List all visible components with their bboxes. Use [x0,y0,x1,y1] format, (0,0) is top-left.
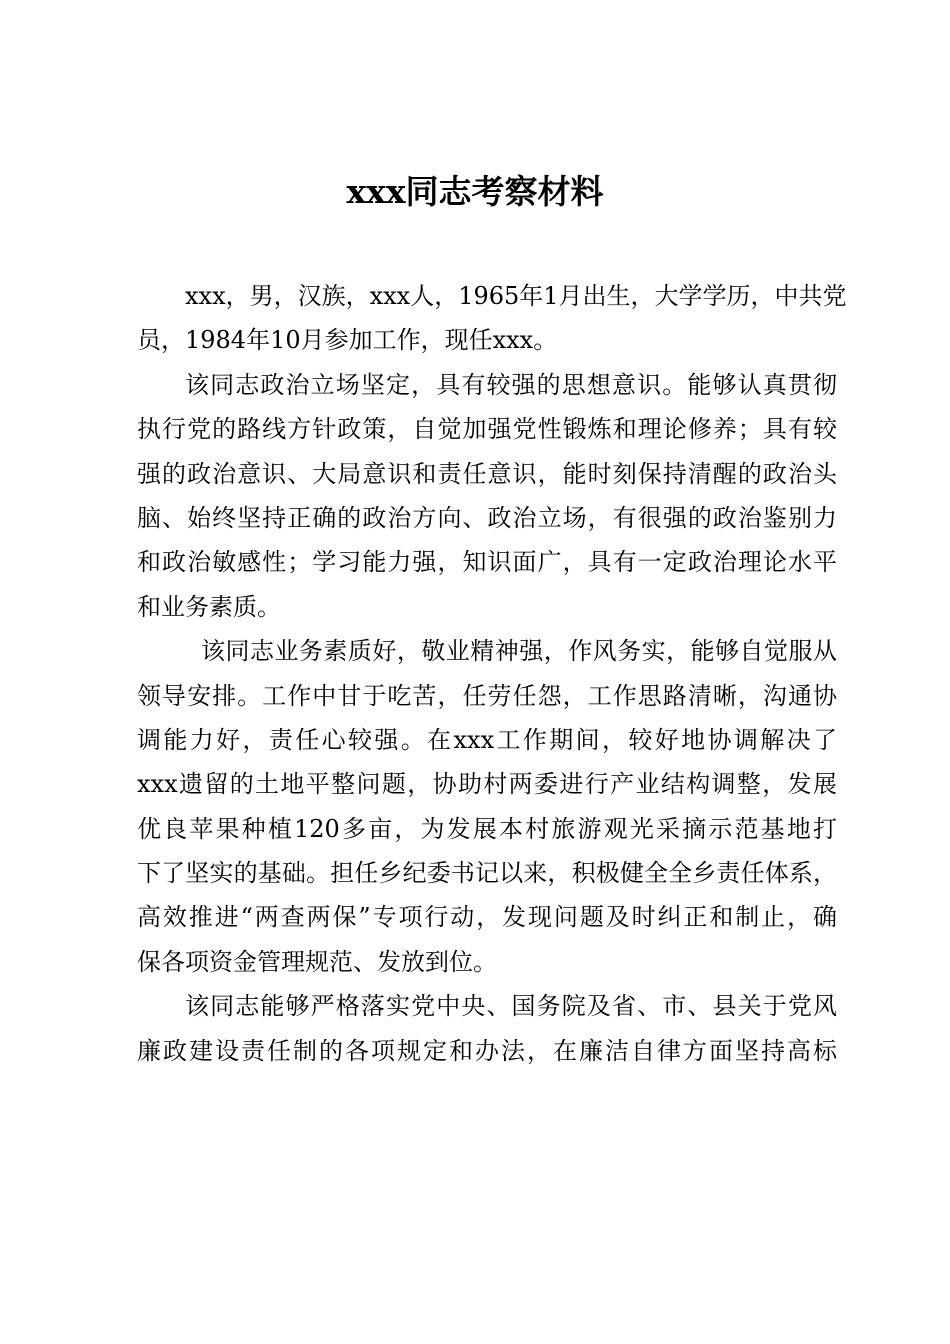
text-line: 保各项资金管理规范、发放到位。 [137,947,497,976]
text-line: xxx，男，汉族，xxx人，1965年1月出生，大学学历，中共党 [185,282,847,310]
paragraph-political-stance [137,363,837,629]
text-line: 该同志能够严格落实党中央、国务院及省、市、县关于党风 [185,992,837,1021]
text-line: 下了坚实的基础。担任乡纪委书记以来，积极健全全乡责任体系， [137,859,837,888]
text-line: 该同志政治立场坚定，具有较强的思想意识。能够认真贯彻 [185,370,837,399]
text-line: 强的政治意识、大局意识和责任意识，能时刻保持清醒的政治头 [137,459,837,488]
text-line: 廉政建设责任制的各项规定和办法，在廉洁自律方面坚持高标 [137,1036,837,1065]
document-title: xxx同志考察材料 [346,172,604,211]
text-line: 和业务素质。 [137,592,281,621]
text-line: 该同志业务素质好，敬业精神强，作风务实，能够自觉服从 [201,637,837,666]
document-body [137,274,847,1073]
text-line: 领导安排。工作中甘于吃苦，任劳任怨，工作思路清晰，沟通协 [137,681,837,710]
text-line: 调能力好，责任心较强。在xxx工作期间，较好地协调解决了 [137,725,837,754]
text-line: 员，1984年10月参加工作，现任xxx。 [137,326,558,355]
text-line: 执行党的路线方针政策，自觉加强党性锻炼和理论修养；具有较 [137,415,837,444]
paragraph-personal-info [137,274,847,363]
text-line: 优良苹果种植120多亩，为发展本村旅游观光采摘示范基地打 [137,814,837,843]
text-line: 和政治敏感性；学习能力强，知识面广，具有一定政治理论水平 [137,548,837,577]
paragraph-integrity [137,984,837,1073]
text-line: 脑、始终坚持正确的政治方向、政治立场，有很强的政治鉴别力 [137,503,837,532]
text-line: 高效推进“两查两保”专项行动，发现问题及时纠正和制止，确 [137,903,837,932]
text-line: xxx遗留的土地平整问题，协助村两委进行产业结构调整，发展 [137,770,837,799]
paragraph-work-performance [137,629,837,984]
